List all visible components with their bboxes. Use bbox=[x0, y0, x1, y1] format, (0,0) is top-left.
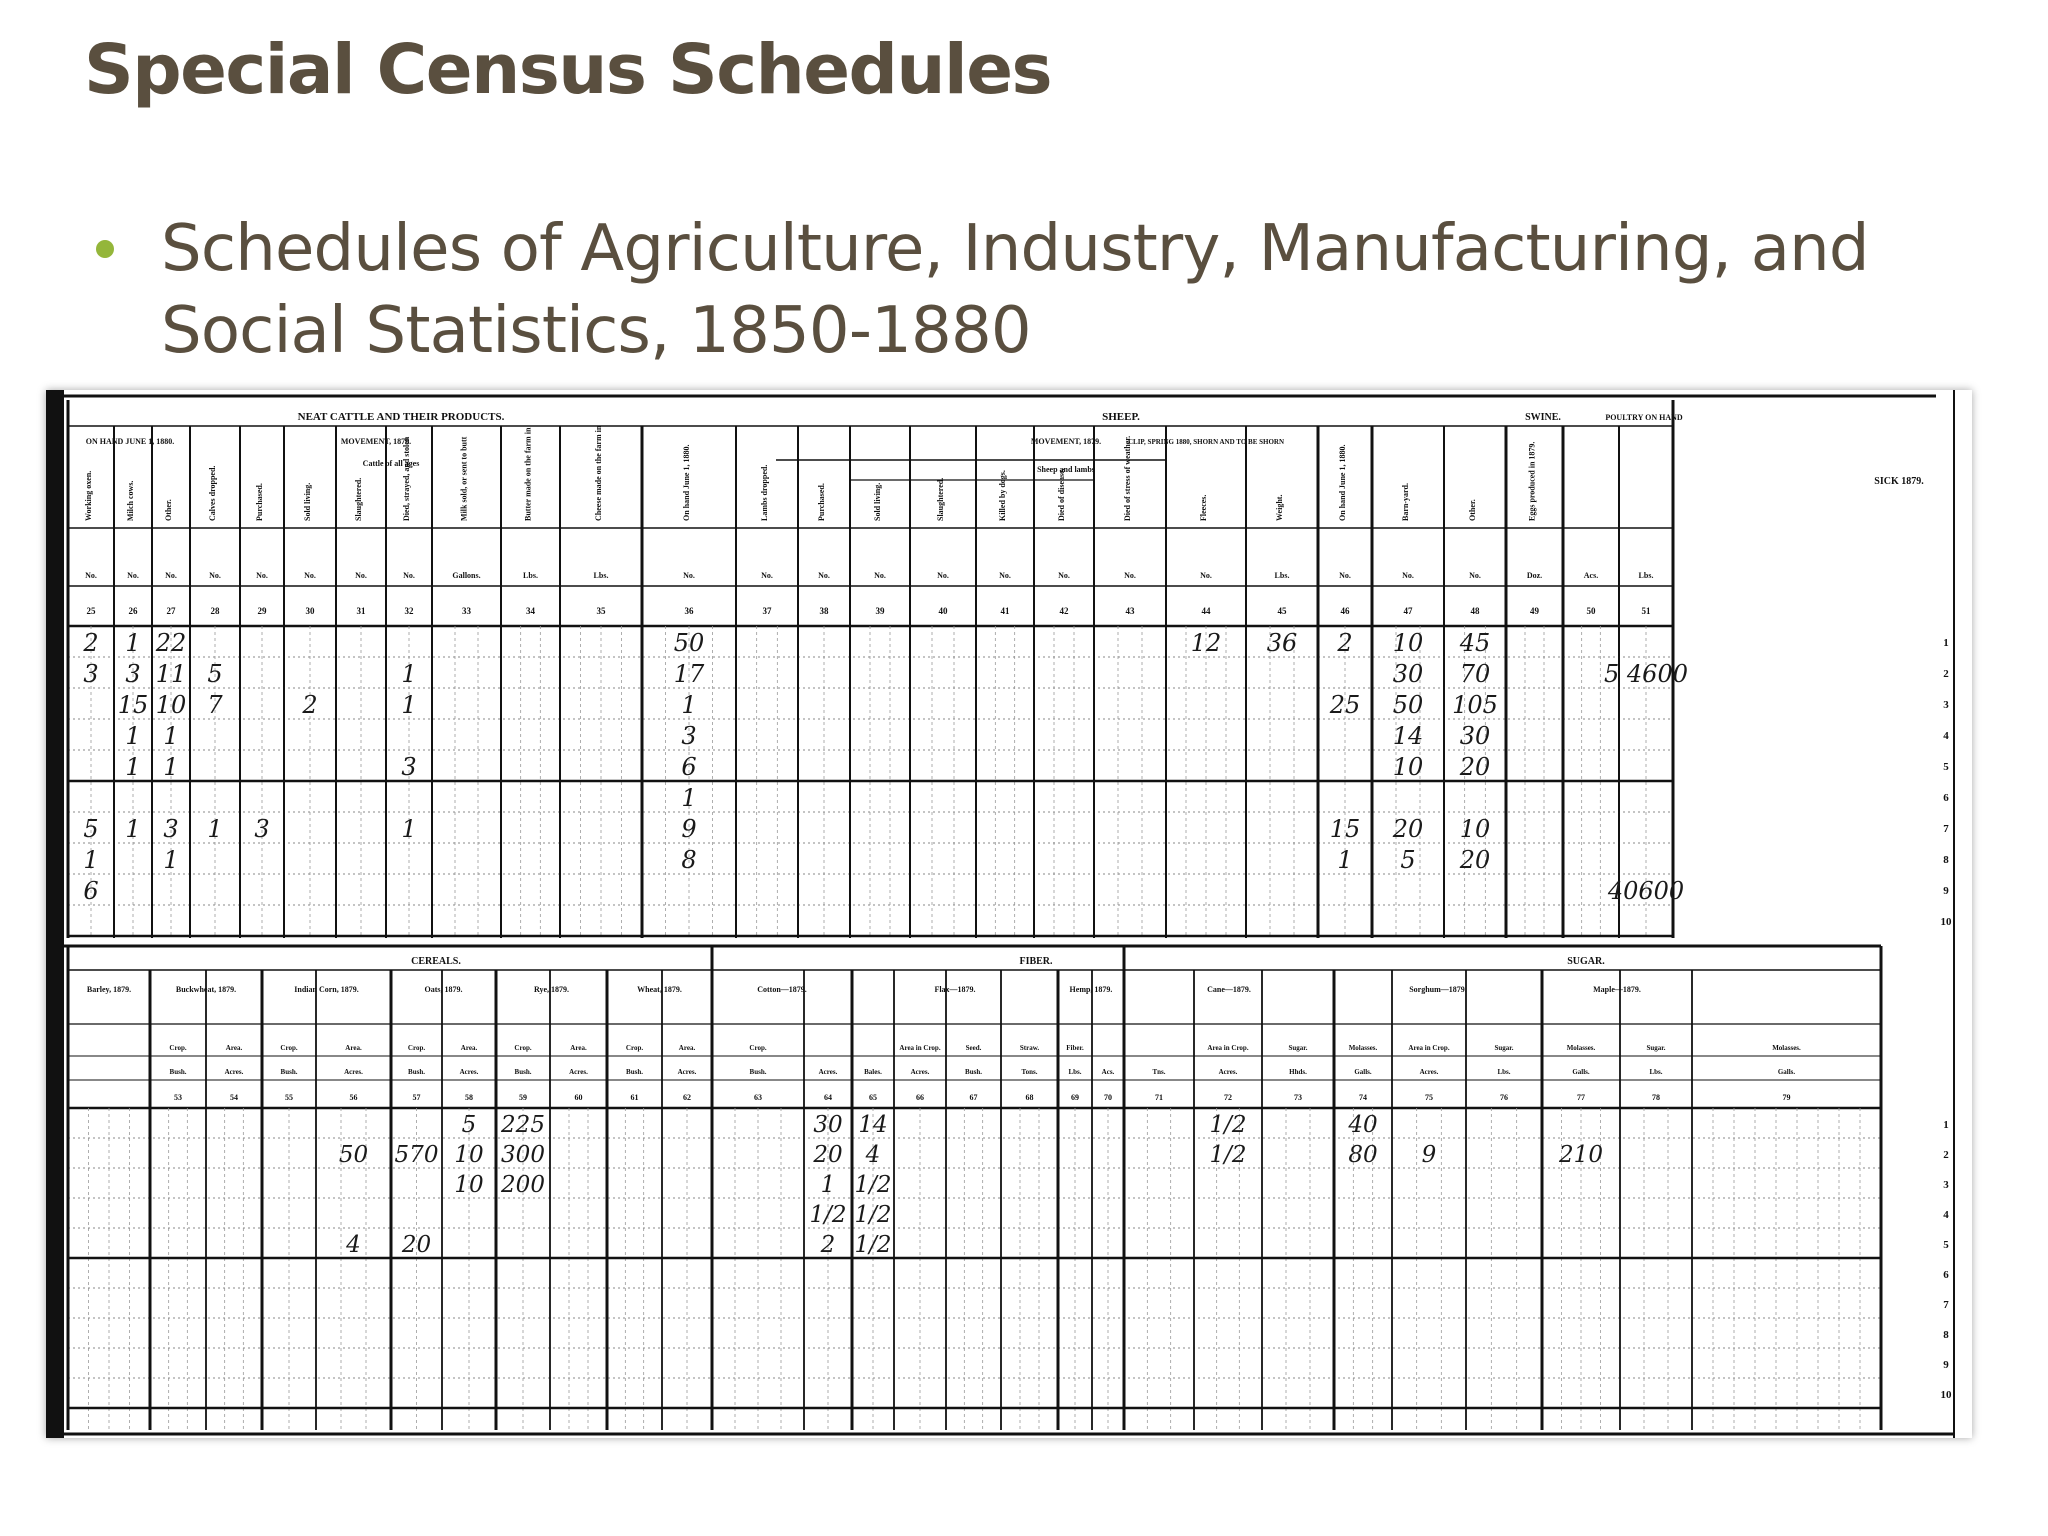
top-column-label: Purchased. bbox=[817, 483, 826, 521]
bottom-column-number: 74 bbox=[1359, 1093, 1367, 1102]
top-handwritten-entry: 5 bbox=[83, 815, 99, 843]
bottom-column-number: 57 bbox=[412, 1093, 421, 1102]
bottom-column-label: Area. bbox=[345, 1044, 362, 1052]
top-column-label: Died, strayed, and stolen bbox=[402, 436, 411, 521]
top-handwritten-entry: 1 bbox=[163, 722, 179, 750]
bottom-column-unit: Bush. bbox=[280, 1068, 298, 1076]
top-row-number: 5 bbox=[1943, 761, 1949, 773]
top-column-unit: No. bbox=[1058, 571, 1070, 580]
bottom-handwritten-entry: 1 bbox=[820, 1172, 836, 1198]
bottom-column-number: 58 bbox=[465, 1093, 473, 1102]
top-column-label: Sold living. bbox=[303, 482, 312, 521]
top-handwritten-entry: 11 bbox=[155, 660, 187, 688]
bottom-column-unit: Galls. bbox=[1777, 1068, 1796, 1076]
bottom-handwritten-entry: 50 bbox=[338, 1142, 369, 1168]
top-column-unit: No. bbox=[1402, 571, 1414, 580]
slide-title: Special Census Schedules bbox=[84, 30, 1052, 110]
bottom-column-number: 64 bbox=[824, 1093, 832, 1102]
top-column-unit: No. bbox=[1200, 571, 1212, 580]
top-column-unit: Lbs. bbox=[523, 571, 538, 580]
top-handwritten-entry: 1 bbox=[207, 815, 223, 843]
top-handwritten-entry: 20 bbox=[1459, 753, 1491, 781]
top-column-label: Other. bbox=[164, 499, 173, 521]
bullet-dot bbox=[96, 240, 114, 258]
bottom-group-label: Hemp, 1879. bbox=[1069, 985, 1113, 994]
bottom-column-label: Area in Crop. bbox=[1408, 1044, 1450, 1052]
top-column-number: 47 bbox=[1403, 606, 1413, 616]
bottom-column-number: 78 bbox=[1652, 1093, 1660, 1102]
top-handwritten-entry: 40600 bbox=[1607, 877, 1685, 905]
census-form-svg bbox=[46, 390, 1972, 1438]
bottom-column-unit: Acres. bbox=[569, 1068, 588, 1076]
top-handwritten-entry: 3 bbox=[681, 722, 697, 750]
bottom-handwritten-entry: 1/2 bbox=[809, 1202, 847, 1228]
top-handwritten-entry: 30 bbox=[1459, 722, 1491, 750]
bottom-column-number: 54 bbox=[230, 1093, 238, 1102]
bottom-row-number: 4 bbox=[1943, 1209, 1949, 1221]
top-column-label: Other. bbox=[1468, 499, 1477, 521]
census-schedule-scan bbox=[46, 390, 1972, 1438]
bottom-handwritten-entry: 210 bbox=[1559, 1142, 1603, 1168]
top-handwritten-entry: 9 bbox=[681, 815, 697, 843]
bottom-handwritten-entry: 9 bbox=[1421, 1142, 1437, 1168]
top-handwritten-entry: 3 bbox=[254, 815, 270, 843]
bottom-handwritten-entry: 1/2 bbox=[1209, 1142, 1247, 1168]
subheader-movement-sheep: MOVEMENT, 1879. bbox=[1030, 437, 1102, 446]
top-row-number: 1 bbox=[1943, 637, 1949, 649]
bottom-handwritten-entry: 10 bbox=[454, 1172, 484, 1198]
top-column-number: 46 bbox=[1340, 606, 1350, 616]
top-column-unit: No. bbox=[1339, 571, 1351, 580]
bottom-column-number: 67 bbox=[969, 1093, 978, 1102]
top-handwritten-entry: 36 bbox=[1266, 629, 1298, 657]
top-handwritten-entry: 1 bbox=[681, 784, 697, 812]
bottom-column-unit: Tons. bbox=[1021, 1068, 1038, 1076]
bottom-column-unit: Bush. bbox=[408, 1068, 425, 1076]
top-handwritten-entry: 1 bbox=[163, 753, 179, 781]
subheader-clip: CLIP, SPRING 1880, SHORN AND TO BE SHORN bbox=[1127, 438, 1285, 446]
top-column-label: Milk sold, or sent to butt bbox=[459, 436, 469, 521]
bottom-column-label: Sugar. bbox=[1494, 1044, 1514, 1052]
top-column-label: On hand June 1, 1880. bbox=[682, 444, 691, 521]
top-handwritten-entry: 8 bbox=[681, 846, 697, 874]
top-handwritten-entry: 10 bbox=[1392, 629, 1424, 657]
top-column-unit: No. bbox=[165, 571, 177, 580]
bottom-column-unit: Hhds. bbox=[1289, 1068, 1307, 1076]
bottom-group-label: Cane—1879. bbox=[1207, 985, 1251, 994]
bottom-handwritten-entry: 10 bbox=[454, 1142, 484, 1168]
top-column-label: Slaughtered. bbox=[936, 477, 945, 521]
bottom-column-unit: Acs. bbox=[1101, 1068, 1115, 1076]
bottom-column-label: Area in Crop. bbox=[899, 1044, 941, 1052]
bullet-text: Schedules of Agriculture, Industry, Manufacturing, and Social Statistics, 1850-1880 bbox=[161, 212, 1869, 368]
top-column-unit: No. bbox=[818, 571, 830, 580]
bottom-column-number: 56 bbox=[349, 1093, 358, 1102]
bottom-column-label: Crop. bbox=[749, 1044, 767, 1052]
top-handwritten-entry: 1 bbox=[401, 691, 417, 719]
top-handwritten-entry: 10 bbox=[1459, 815, 1491, 843]
bottom-column-unit: Galls. bbox=[1572, 1068, 1590, 1076]
top-handwritten-entry: 22 bbox=[155, 629, 187, 657]
bottom-column-number: 68 bbox=[1025, 1093, 1034, 1102]
top-column-unit: No. bbox=[1469, 571, 1481, 580]
top-row-number: 8 bbox=[1943, 854, 1949, 866]
top-column-unit: No. bbox=[999, 571, 1011, 580]
top-handwritten-entry: 1 bbox=[401, 660, 417, 688]
top-column-unit: Lbs. bbox=[593, 571, 609, 580]
top-column-unit: No. bbox=[874, 571, 886, 580]
bottom-row-number: 5 bbox=[1943, 1239, 1949, 1251]
bottom-handwritten-entry: 1/2 bbox=[854, 1172, 892, 1198]
bottom-group-label: Indian Corn, 1879. bbox=[294, 985, 359, 994]
bottom-handwritten-entry: 80 bbox=[1348, 1142, 1378, 1168]
bottom-column-number: 61 bbox=[630, 1093, 639, 1102]
top-column-label: On hand June 1, 1880. bbox=[1338, 444, 1347, 521]
top-handwritten-entry: 1 bbox=[83, 846, 99, 874]
top-column-label: Eggs produced in 1879. bbox=[1527, 441, 1537, 521]
bottom-row-number: 8 bbox=[1943, 1329, 1949, 1341]
top-handwritten-entry: 1 bbox=[125, 753, 141, 781]
section-header-sick: SICK 1879. bbox=[1874, 476, 1924, 487]
bottom-column-unit: Acres. bbox=[818, 1068, 838, 1076]
bottom-handwritten-entry: 40 bbox=[1348, 1112, 1378, 1138]
top-handwritten-entry: 1 bbox=[401, 815, 417, 843]
top-row-number: 10 bbox=[1940, 916, 1952, 928]
bottom-group-label: Rye, 1879. bbox=[533, 985, 570, 994]
top-column-number: 31 bbox=[356, 606, 366, 616]
top-handwritten-entry: 105 bbox=[1452, 691, 1498, 719]
top-column-unit: No. bbox=[937, 571, 949, 580]
bottom-group-label: Barley, 1879. bbox=[86, 985, 132, 994]
top-column-unit: No. bbox=[403, 571, 415, 580]
top-column-unit: Acs. bbox=[1583, 571, 1599, 580]
bottom-group-label: Buckwheat, 1879. bbox=[175, 985, 237, 994]
top-column-unit: Lbs. bbox=[1638, 571, 1654, 580]
top-column-number: 36 bbox=[684, 606, 694, 616]
top-column-label: Milch cows. bbox=[126, 480, 135, 521]
top-handwritten-entry: 45 bbox=[1459, 629, 1491, 657]
top-column-label: Weight. bbox=[1275, 494, 1284, 521]
bottom-column-unit: Bales. bbox=[864, 1068, 882, 1076]
bottom-column-number: 72 bbox=[1224, 1093, 1232, 1102]
top-handwritten-entry: 3 bbox=[401, 753, 417, 781]
bottom-handwritten-entry: 14 bbox=[858, 1112, 888, 1138]
top-handwritten-entry: 3 bbox=[125, 660, 141, 688]
top-row-number: 2 bbox=[1943, 668, 1949, 680]
top-handwritten-entry: 1 bbox=[163, 846, 179, 874]
top-column-label: Butter made on the farm in bbox=[523, 427, 533, 521]
bottom-column-number: 65 bbox=[869, 1093, 877, 1102]
bottom-column-label: Sugar. bbox=[1646, 1044, 1666, 1052]
top-handwritten-entry: 2 bbox=[83, 629, 99, 657]
bottom-group-label: Oats, 1879. bbox=[424, 985, 463, 994]
top-column-unit: No. bbox=[127, 571, 139, 580]
bottom-column-unit: Acres. bbox=[910, 1068, 930, 1076]
top-handwritten-entry: 10 bbox=[1392, 753, 1424, 781]
bottom-column-label: Area. bbox=[678, 1044, 696, 1052]
top-column-number: 50 bbox=[1586, 606, 1596, 616]
top-column-unit: No. bbox=[1124, 571, 1136, 580]
bottom-handwritten-entry: 225 bbox=[501, 1112, 545, 1138]
top-handwritten-entry: 3 bbox=[163, 815, 179, 843]
bottom-column-unit: Lbs. bbox=[1068, 1068, 1082, 1076]
top-column-label: Purchased. bbox=[255, 483, 264, 521]
bottom-row-number: 10 bbox=[1940, 1389, 1952, 1401]
top-column-number: 41 bbox=[1000, 606, 1010, 616]
bottom-column-label: Molasses. bbox=[1566, 1044, 1596, 1052]
top-handwritten-entry: 14 bbox=[1392, 722, 1424, 750]
bottom-group-label: Wheat, 1879. bbox=[637, 985, 682, 994]
binding-edge bbox=[46, 390, 64, 1438]
bottom-handwritten-entry: 4 bbox=[865, 1142, 881, 1168]
top-column-label: Sold living. bbox=[873, 482, 882, 521]
top-row-number: 4 bbox=[1943, 730, 1949, 742]
bottom-handwritten-entry: 1/2 bbox=[854, 1232, 892, 1258]
top-column-label: Cheese made on the farm in bbox=[594, 425, 603, 521]
bottom-column-label: Crop. bbox=[407, 1044, 426, 1052]
top-column-label: Working oxen. bbox=[84, 470, 93, 521]
bottom-handwritten-entry: 1/2 bbox=[854, 1202, 892, 1228]
bottom-column-number: 73 bbox=[1294, 1093, 1302, 1102]
bottom-column-label: Area in Crop. bbox=[1207, 1044, 1249, 1052]
bottom-column-label: Molasses. bbox=[1348, 1044, 1378, 1052]
bottom-column-label: Crop. bbox=[514, 1044, 532, 1052]
bottom-handwritten-entry: 20 bbox=[813, 1142, 843, 1168]
bottom-column-unit: Acres. bbox=[224, 1068, 244, 1076]
top-column-number: 38 bbox=[819, 606, 829, 616]
top-column-unit: No. bbox=[209, 571, 221, 580]
top-handwritten-entry: 6 bbox=[681, 753, 697, 781]
top-column-number: 26 bbox=[128, 606, 138, 616]
subheader-cattle-all-ages: Cattle of all ages bbox=[362, 459, 420, 468]
top-handwritten-entry: 1 bbox=[125, 722, 141, 750]
top-column-number: 27 bbox=[166, 606, 176, 616]
section-header-fiber: FIBER. bbox=[1019, 956, 1053, 967]
bottom-column-unit: Acres. bbox=[1419, 1068, 1439, 1076]
top-column-number: 33 bbox=[462, 606, 471, 616]
bottom-column-number: 71 bbox=[1155, 1093, 1163, 1102]
section-header-swine: SWINE. bbox=[1525, 412, 1561, 423]
top-handwritten-entry: 12 bbox=[1190, 629, 1222, 657]
top-handwritten-entry: 20 bbox=[1392, 815, 1424, 843]
bottom-row-number: 3 bbox=[1943, 1179, 1949, 1191]
top-column-label: Slaughtered. bbox=[354, 477, 363, 521]
bottom-column-unit: Lbs. bbox=[1497, 1068, 1511, 1076]
top-column-label: Killed by dogs. bbox=[998, 470, 1007, 521]
bottom-group-label: Cotton—1879. bbox=[757, 985, 807, 994]
bottom-column-label: Area. bbox=[225, 1044, 243, 1052]
bottom-column-unit: Tns. bbox=[1152, 1068, 1166, 1076]
top-handwritten-entry: 2 bbox=[302, 691, 318, 719]
bottom-column-unit: Bush. bbox=[626, 1068, 643, 1076]
bottom-column-label: Seed. bbox=[965, 1044, 982, 1052]
bottom-column-label: Crop. bbox=[280, 1044, 298, 1052]
top-column-number: 32 bbox=[404, 606, 414, 616]
bottom-column-number: 75 bbox=[1425, 1093, 1433, 1102]
bottom-column-unit: Acres. bbox=[459, 1068, 479, 1076]
bottom-row-number: 9 bbox=[1943, 1359, 1949, 1371]
top-column-number: 37 bbox=[762, 606, 772, 616]
top-handwritten-entry: 70 bbox=[1459, 660, 1491, 688]
bottom-column-number: 60 bbox=[574, 1093, 583, 1102]
bottom-column-number: 76 bbox=[1500, 1093, 1508, 1102]
top-handwritten-entry: 1 bbox=[125, 815, 141, 843]
top-handwritten-entry: 15 bbox=[117, 691, 149, 719]
top-column-number: 28 bbox=[210, 606, 220, 616]
bottom-column-number: 59 bbox=[519, 1093, 527, 1102]
top-column-unit: No. bbox=[683, 571, 695, 580]
top-column-label: Died of disease. bbox=[1057, 468, 1066, 521]
top-handwritten-entry: 10 bbox=[155, 691, 187, 719]
top-row-number: 6 bbox=[1943, 792, 1949, 804]
bottom-column-number: 63 bbox=[754, 1093, 762, 1102]
top-column-label: Calves dropped. bbox=[208, 465, 217, 521]
top-column-label: Died of stress of weather. bbox=[1123, 435, 1132, 521]
bottom-column-number: 62 bbox=[683, 1093, 691, 1102]
top-handwritten-entry: 20 bbox=[1459, 846, 1491, 874]
top-column-number: 43 bbox=[1125, 606, 1135, 616]
bottom-handwritten-entry: 2 bbox=[820, 1232, 836, 1258]
bottom-column-number: 77 bbox=[1577, 1093, 1585, 1102]
top-column-unit: No. bbox=[304, 571, 316, 580]
bottom-column-number: 69 bbox=[1071, 1093, 1079, 1102]
bottom-handwritten-entry: 570 bbox=[394, 1142, 439, 1168]
bottom-column-unit: Acres. bbox=[677, 1068, 697, 1076]
bottom-column-label: Area. bbox=[460, 1044, 478, 1052]
top-column-number: 35 bbox=[596, 606, 606, 616]
bottom-handwritten-entry: 5 bbox=[461, 1112, 477, 1138]
top-column-number: 45 bbox=[1277, 606, 1287, 616]
top-handwritten-entry: 2 bbox=[1337, 629, 1353, 657]
top-handwritten-entry: 5 bbox=[1400, 846, 1416, 874]
bottom-handwritten-entry: 300 bbox=[501, 1142, 545, 1168]
bottom-row-number: 1 bbox=[1943, 1119, 1949, 1131]
bottom-column-label: Crop. bbox=[625, 1044, 644, 1052]
bottom-handwritten-entry: 4 bbox=[346, 1232, 361, 1258]
bottom-handwritten-entry: 200 bbox=[501, 1172, 545, 1198]
bottom-column-unit: Bush. bbox=[514, 1068, 532, 1076]
bottom-row-number: 2 bbox=[1943, 1149, 1949, 1161]
section-header-sugar: SUGAR. bbox=[1567, 956, 1605, 967]
subheader-movement-cattle: MOVEMENT, 1879. bbox=[340, 437, 412, 446]
bottom-column-label: Fiber. bbox=[1066, 1044, 1084, 1052]
top-column-number: 42 bbox=[1059, 606, 1069, 616]
bottom-column-label: Sugar. bbox=[1288, 1044, 1308, 1052]
top-handwritten-entry: 30 bbox=[1392, 660, 1424, 688]
top-column-unit: No. bbox=[85, 571, 97, 580]
top-row-number: 3 bbox=[1943, 699, 1949, 711]
bottom-column-unit: Acres. bbox=[1218, 1068, 1238, 1076]
top-column-number: 39 bbox=[875, 606, 885, 616]
bottom-row-number: 6 bbox=[1943, 1269, 1949, 1281]
bottom-column-number: 79 bbox=[1782, 1093, 1791, 1102]
bottom-column-unit: Acres. bbox=[344, 1068, 363, 1076]
top-column-unit: Doz. bbox=[1526, 571, 1543, 580]
bottom-group-label: Sorghum—1879. bbox=[1409, 985, 1467, 994]
top-column-unit: Gallons. bbox=[452, 571, 481, 580]
subheader-sheep-lambs: Sheep and lambs bbox=[1037, 465, 1095, 474]
section-header-poultry: POULTRY ON HAND bbox=[1605, 413, 1683, 422]
top-handwritten-entry: 5 4600 bbox=[1604, 660, 1688, 688]
top-handwritten-entry: 5 bbox=[207, 660, 223, 688]
section-header-cereals: CEREALS. bbox=[411, 956, 461, 967]
top-row-number: 7 bbox=[1943, 823, 1949, 835]
top-handwritten-entry: 15 bbox=[1329, 815, 1361, 843]
top-column-unit: No. bbox=[355, 571, 367, 580]
top-handwritten-entry: 1 bbox=[1337, 846, 1353, 874]
bottom-handwritten-entry: 30 bbox=[813, 1112, 843, 1138]
bottom-column-number: 53 bbox=[174, 1093, 182, 1102]
top-column-label: Lambs dropped. bbox=[760, 464, 769, 521]
bottom-column-unit: Bush. bbox=[169, 1068, 187, 1076]
bottom-group-label: Flax—1879. bbox=[934, 985, 976, 994]
top-column-number: 40 bbox=[938, 606, 948, 616]
top-handwritten-entry: 17 bbox=[673, 660, 705, 688]
top-handwritten-entry: 25 bbox=[1329, 691, 1361, 719]
top-column-number: 29 bbox=[257, 606, 267, 616]
bottom-column-label: Straw. bbox=[1019, 1044, 1040, 1052]
top-column-label: Barn-yard. bbox=[1401, 483, 1410, 521]
bottom-handwritten-entry: 20 bbox=[401, 1232, 432, 1258]
bottom-column-label: Area. bbox=[570, 1044, 587, 1052]
bottom-column-unit: Bush. bbox=[749, 1068, 767, 1076]
bottom-row-number: 7 bbox=[1943, 1299, 1949, 1311]
top-handwritten-entry: 50 bbox=[1392, 691, 1424, 719]
top-column-number: 51 bbox=[1641, 606, 1651, 616]
top-column-unit: No. bbox=[761, 571, 773, 580]
top-column-number: 30 bbox=[305, 606, 315, 616]
bottom-column-number: 55 bbox=[285, 1093, 293, 1102]
top-column-number: 48 bbox=[1470, 606, 1480, 616]
bottom-column-label: Molasses. bbox=[1772, 1044, 1801, 1052]
bottom-handwritten-entry: 1/2 bbox=[1209, 1112, 1247, 1138]
top-column-number: 44 bbox=[1201, 606, 1211, 616]
bottom-column-number: 66 bbox=[916, 1093, 924, 1102]
bottom-group-label: Maple—1879. bbox=[1593, 985, 1641, 994]
top-column-number: 34 bbox=[526, 606, 535, 616]
top-column-unit: Lbs. bbox=[1274, 571, 1290, 580]
top-column-number: 49 bbox=[1530, 606, 1539, 616]
top-row-number: 9 bbox=[1943, 885, 1949, 897]
top-column-unit: No. bbox=[256, 571, 268, 580]
bottom-column-unit: Lbs. bbox=[1649, 1068, 1663, 1076]
top-column-label: Fleeces. bbox=[1199, 494, 1208, 521]
top-handwritten-entry: 50 bbox=[673, 629, 705, 657]
bottom-column-unit: Bush. bbox=[965, 1068, 982, 1076]
top-column-number: 25 bbox=[86, 606, 96, 616]
top-handwritten-entry: 1 bbox=[681, 691, 697, 719]
top-handwritten-entry: 3 bbox=[83, 660, 99, 688]
subheader-on-hand: ON HAND JUNE 1, 1880. bbox=[85, 437, 175, 446]
section-header-sheep: SHEEP. bbox=[1102, 411, 1140, 423]
top-handwritten-entry: 6 bbox=[83, 877, 99, 905]
section-header-cattle: NEAT CATTLE AND THEIR PRODUCTS. bbox=[297, 411, 505, 423]
top-handwritten-entry: 7 bbox=[207, 691, 223, 719]
bottom-column-unit: Galls. bbox=[1354, 1068, 1372, 1076]
top-handwritten-entry: 1 bbox=[125, 629, 141, 657]
bottom-column-number: 70 bbox=[1104, 1093, 1112, 1102]
bottom-column-label: Crop. bbox=[169, 1044, 187, 1052]
